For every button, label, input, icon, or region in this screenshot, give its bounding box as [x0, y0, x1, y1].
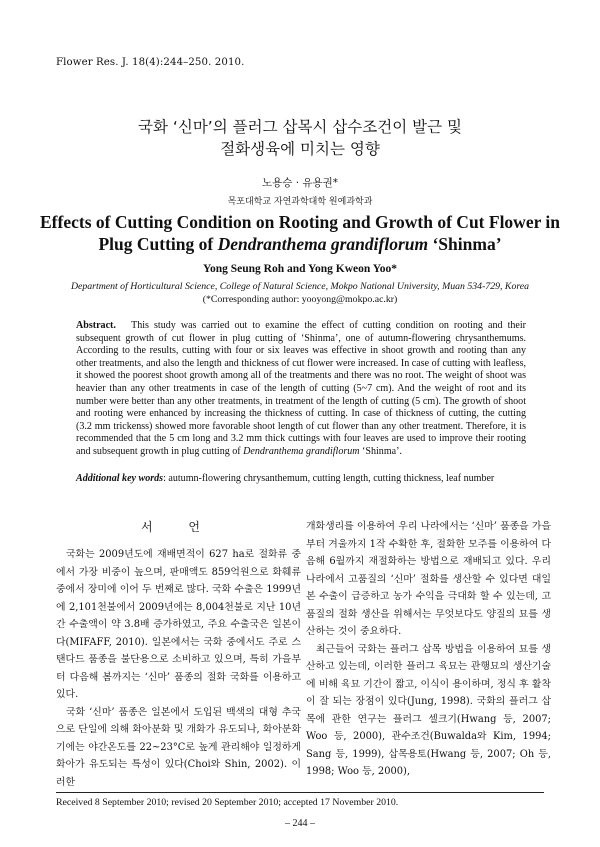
keywords-text: : autumn-flowering chrysanthemum, cutting length, cutting thickness, leaf number [163, 473, 495, 484]
abstract-end: ‘Shinma’. [359, 445, 402, 457]
abstract [76, 320, 526, 459]
left-paragraph-2: 국화 ‘신마’ 품종은 일본에서 도입된 백색의 대형 추국으로 단일에 의해 화아분화 및 개화가 유도되나, 화아분화기에는 야간온도를 22~23°C로 높게 관리해야 일정하게 화아가 유도되는 특성이 있다(Choi와 Shin, 2002). 이러한 [56, 706, 301, 788]
english-title-cultivar: ‘Shinma’ [428, 234, 502, 254]
english-title-prefix: Plug Cutting of [98, 234, 218, 254]
korean-authors: 노용승 · 유용권* [261, 177, 339, 189]
page-number: – 244 – [285, 818, 315, 829]
english-title-line-2 [40, 233, 560, 255]
korean-title-line-1: 국화 ‘신마’의 플러그 삽목시 삽수조건이 발근 및 [138, 118, 462, 136]
abstract-label: Abstract. [76, 320, 116, 331]
abstract-species: Dendranthema grandiflorum [243, 445, 360, 457]
right-paragraph-1: 개화생리를 이용하여 우리 나라에서는 ‘신마’ 품종을 가을부터 겨울까지 1작 수확한 후, 절화한 모주를 이용하여 다음해 6월까지 재절화하는 방법으로 재배되고 있다. 우리나라에서 고품질의 ‘신마’ 절화를 생산할 수 있다면 대일본 수출이 급증하고 농가 수익을 극대화 할 수 있는데, 고품질의 절화 생산을 위해서는 무엇보다도 양질의 묘를 생산하는 것이 중요하다. [306, 521, 551, 637]
english-authors: Yong Seung Roh and Yong Kweon Yoo* [202, 263, 398, 275]
keywords [76, 473, 526, 486]
right-column [306, 518, 551, 781]
corresponding-author: (*Corresponding author: yooyong@mokpo.ac.kr) [202, 294, 398, 305]
english-title-species: Dendranthema grandiflorum [217, 234, 429, 254]
english-title-line-1: Effects of Cutting Condition on Rooting and Growth of Cut Flower in [40, 212, 561, 232]
keywords-label: Additional key words [76, 473, 164, 484]
english-affiliation: Department of Horticultural Science, College of Natural Science, Mokpo National University, Muan 534-729, Korea [70, 281, 530, 292]
left-column [56, 546, 301, 791]
korean-title-line-2: 절화생육에 미치는 영향 [220, 140, 380, 158]
korean-affiliation: 목포대학교 자연과학대학 원예과학과 [227, 197, 373, 207]
left-paragraph-1: 국화는 2009년도에 재배면적이 627 ha로 절화류 중에서 가장 비중이 높으며, 판매액도 859억원으로 화훼류 중에서 장미에 이어 두 번째로 많다. 국화 수출은 1999년에 2,101천불에서 2009년에는 8,004천불로 지난 10년간 수출액이 약 3.8배 증가하였고, 주요 수출국은 일본이다(MIFAFF, 2010). 일본에서는 국화 중에서도 주로 스탠다드 품종을 불단용으로 소비하고 있으며, 특히 가을부터 다음해 봄까지는 ‘신마’ 품종의 절화 국화를 이용하고 있다. [56, 549, 301, 700]
abstract-text: This study was carried out to examine the effect of cutting condition on rooting and their subsequent growth of cut flower in plug cutting of ‘Shinma’, one of autumn-flowering chrysanthemums. According to the results, cutting with four or six leaves was effective in shoot growth and rooting than any other treatments, and also the length and thickness of cut flower were increased. In case of cutting with leafless, it showed the poorest shoot growth among all of the treatments and there was no root. The weight of shoot was heavier than any other treatments in case of the length of cutting (5~7 cm). And the weight of root and its number were better than any other treatments, in treatment of the length of cutting (5 cm). The growth of shoot and rooting were enhanced by increasing the thickness of cutting. In case of thickness of cutting, the cutting (3.2 mm trickenss) showed more favorable shoot length of cut flower than any other treatment. Therefore, it is recommended that the 5 cm long and 3.2 mm thick cuttings with four leaves are used to improve their rooting and subsequent growth in plug cutting of [76, 320, 526, 457]
right-paragraph-2: 최근들어 국화는 플러그 삽목 방법을 이용하여 묘를 생산하고 있는데, 이러한 플러그 육묘는 관행묘의 생산기술에 비해 육묘 기간이 짧고, 이식이 용이하며, 정식 후 활착이 잘 되는 장점이 있다(Jung, 1998). 국화의 플러그 삽목에 관한 연구는 플러그 셀크기(Hwang 등, 2007; Woo 등, 2000), 관수조건(Buwalda와 Kim, 1994; Sang 등, 1999), 삽목용토(Hwang 등, 2007; Oh 등, 1998; Woo 등, 2000), [306, 643, 551, 777]
footnote-divider [56, 792, 544, 793]
journal-reference: Flower Res. J. 18(4):244–250. 2010. [56, 57, 245, 68]
received-dates: Received 8 September 2010; revised 20 September 2010; accepted 17 November 2010. [56, 797, 399, 808]
section-heading-introduction: 서 언 [141, 520, 216, 534]
